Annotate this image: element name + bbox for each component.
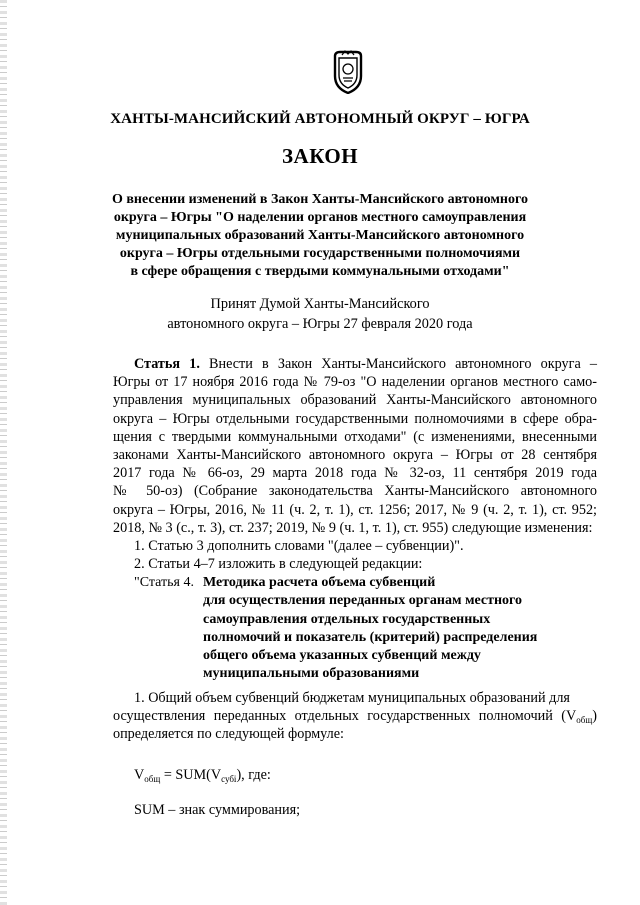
formula-text: = SUM(V <box>160 767 222 783</box>
formula-text: ), где: <box>236 767 271 783</box>
amendment-item-2: 2. Статьи 4–7 изложить в следующей редакции: <box>134 556 423 573</box>
title-line: для осуществления переданных органам местного <box>203 593 523 609</box>
paragraph-line: управления муниципальных образований Ханты-Мансийского автономного <box>113 392 597 409</box>
sum-definition: SUM – знак суммирования; <box>134 802 301 818</box>
article-4-paragraph-1 <box>113 689 597 744</box>
adoption-line: Принят Думой Ханты-Мансийского <box>210 296 430 312</box>
paragraph-line: Югры от 17 ноября 2016 года № 79-оз "О наделении органов местного само- <box>113 374 597 391</box>
paragraph-text: осуществления переданных отдельных государственных полномочий (V <box>113 708 577 725</box>
article-1-paragraph <box>113 355 597 573</box>
paragraph-line: № 50-оз) (Собрание законодательства Ханты-Мансийского автономного <box>113 483 597 500</box>
scan-edge <box>0 0 7 905</box>
subscript: субi <box>221 774 237 784</box>
amendment-item-1: 1. Статью 3 дополнить словами "(далее – субвенции)". <box>134 538 464 555</box>
subject-line: округа – Югры отдельными государственными полномочиями <box>119 246 521 261</box>
paragraph-line: 2018, № 3 (с., т. 3), ст. 237; 2019, № 9 (ч. 1, т. 1), ст. 955) следующие изменения: <box>113 519 593 536</box>
adoption-line: автономного округа – Югры 27 февраля 2020 года <box>167 316 473 332</box>
paragraph-line: округа – Югры, 2016, № 11 (ч. 2, т. 1), ст. 1256; 2017, № 9 (ч. 2, т. 1), ст. 952; <box>113 501 597 518</box>
title-line: самоуправления отдельных государственных <box>203 611 491 627</box>
formula <box>134 767 271 784</box>
subject-line: О внесении изменений в Закон Ханты-Мансийского автономного <box>111 192 528 207</box>
paragraph-line: законами Ханты-Мансийского автономного округа – Югры от 28 сентября <box>113 447 597 464</box>
article-1-label: Статья 1. <box>134 356 200 372</box>
paragraph-line: 2017 года № 66-оз, 29 марта 2018 года № 32-оз, 11 сентября 2019 года <box>113 465 597 482</box>
paragraph-line: определяется по следующей формуле: <box>113 726 344 743</box>
title-line: общего объема указанных субвенций между <box>203 648 481 664</box>
paragraph-text: ) <box>592 708 597 725</box>
subscript: общ <box>144 774 161 784</box>
title-line: полномочий и показатель (критерий) распределения <box>203 629 538 645</box>
paragraph-line: округа – Югры отдельными государственными полномочиями в сфере обра- <box>113 410 597 427</box>
coat-of-arms-icon <box>331 50 365 94</box>
formula-text: V <box>134 767 145 783</box>
article-1-first-line <box>113 355 597 373</box>
paragraph-text: Внести в Закон Ханты-Мансийского автономного округа – <box>209 356 598 372</box>
subject-line: муниципальных образований Ханты-Мансийского автономного <box>115 228 525 243</box>
article-4-prefix: "Статья 4. <box>134 575 194 590</box>
adoption-note <box>0 294 640 334</box>
document-type: ЗАКОН <box>281 144 359 168</box>
article-4-title <box>203 574 537 684</box>
subject-line: в сфере обращения с твердыми коммунальными отходами" <box>130 264 510 279</box>
subscript: общ <box>576 715 593 726</box>
paragraph-line: щения с твердыми коммунальными отходами" (с изменениями, внесенными <box>113 428 597 445</box>
title-line: муниципальными образованиями <box>203 666 420 682</box>
title-line: Методика расчета объема субвенций <box>203 575 436 590</box>
paragraph-line <box>113 707 597 725</box>
subject-line: округа – Югры "О наделении органов местного самоуправления <box>113 210 527 225</box>
region-title: ХАНТЫ-МАНСИЙСКИЙ АВТОНОМНЫЙ ОКРУГ – ЮГРА <box>110 111 530 127</box>
law-subject <box>0 191 640 281</box>
paragraph-line: 1. Общий объем субвенций бюджетам муниципальных образований для <box>134 690 570 706</box>
